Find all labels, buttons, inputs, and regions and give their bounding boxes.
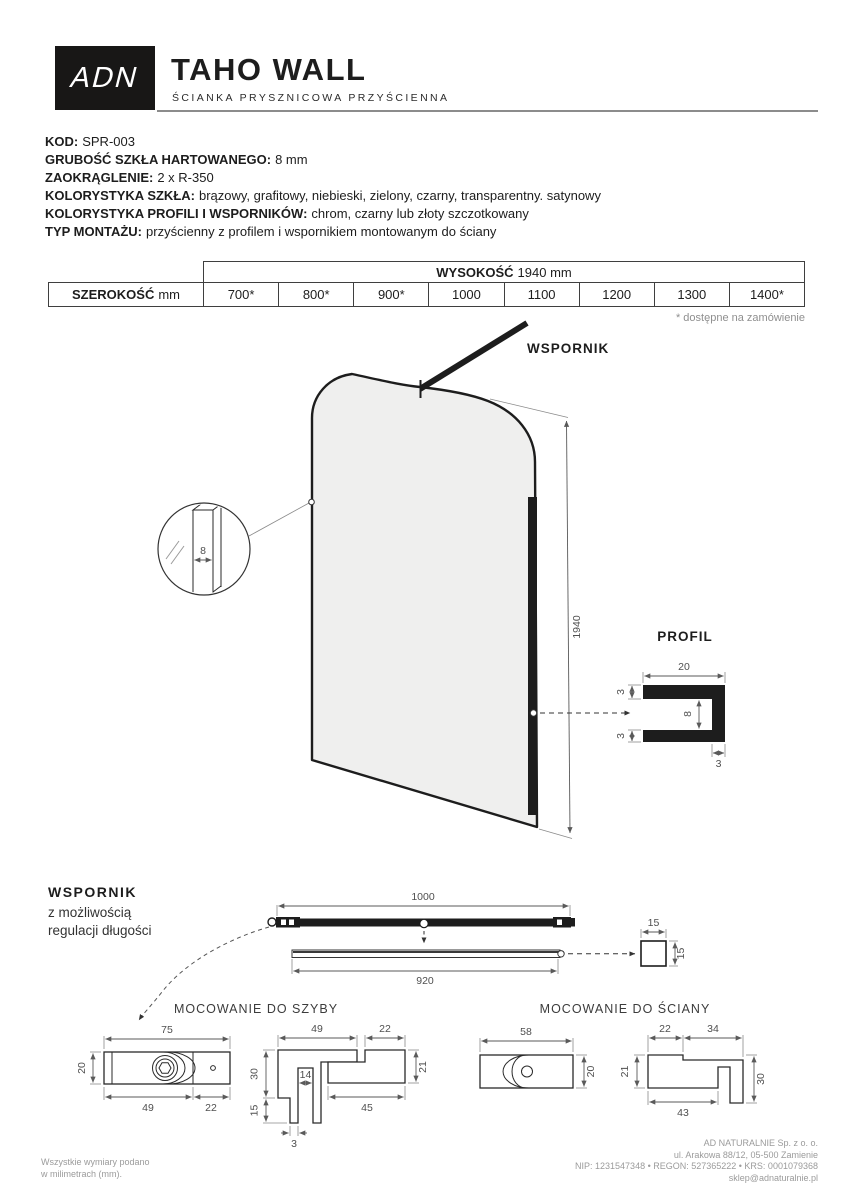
table-footnote: * dostępne na zamówienie	[675, 312, 805, 324]
bracket-section-sub2: regulacji długości	[48, 923, 152, 938]
bracket-section-title: WSPORNIK	[48, 884, 137, 900]
gm-plate-b2-dimension: 22	[205, 1102, 217, 1114]
gm-fork-b-dimension: 45	[361, 1102, 373, 1114]
footer-note: Wszystkie wymiary podano w milimetrach (mm).	[41, 1157, 150, 1179]
gm-fork-r-dimension: 21	[417, 1061, 429, 1073]
width-cell: 1100	[504, 283, 579, 306]
gm-plate-b1-dimension: 49	[142, 1102, 154, 1114]
rod-min-length-dimension: 920	[416, 975, 434, 987]
square-top-dimension: 15	[647, 917, 660, 929]
rod-cross-section	[641, 941, 666, 966]
gm-fork-l1-dimension: 30	[248, 1068, 261, 1080]
gm-fork-gap-dimension: 14	[299, 1069, 312, 1081]
profile-side-dimension: 3	[715, 758, 722, 770]
profile-arm-bottom-dimension: 3	[615, 733, 627, 739]
spec-row-zaokraglenie: ZAOKRĄGLENIE: 2 x R-350	[45, 170, 214, 185]
bracket-rod	[420, 323, 527, 389]
gm-fork-t1-dimension: 49	[311, 1023, 323, 1035]
bracket-label: WSPORNIK	[527, 341, 610, 356]
wm-plate-top-dimension: 58	[520, 1026, 532, 1038]
glass-mount-title: MOCOWANIE DO SZYBY	[173, 1002, 339, 1016]
glass-panel-drawing	[312, 323, 609, 839]
brand-logo-text: ADN	[67, 61, 143, 94]
width-cell: 700*	[203, 283, 278, 306]
profile-title: PROFIL	[657, 629, 713, 644]
width-cell: 1000	[428, 283, 503, 306]
company-ids: NIP: 1231547348 • REGON: 527365222 • KRS: 0001079368	[575, 1161, 818, 1171]
gm-plate-top-dimension: 75	[161, 1024, 173, 1036]
height-dimension: 1940	[571, 615, 583, 639]
profile-gap-dimension: 8	[682, 711, 694, 717]
page-subtitle: ŚCIANKA PRYSZNICOWA PRZYŚCIENNA	[172, 92, 450, 104]
bracket-section	[48, 884, 687, 1020]
size-table-header: WYSOKOŚĆ 1940 mm	[203, 261, 805, 283]
glass-mount-section	[76, 1002, 429, 1150]
spec-row-grubosc: GRUBOŚĆ SZKŁA HARTOWANEGO: 8 mm	[45, 152, 308, 167]
spec-row-kod: KOD: SPR-003	[45, 134, 135, 149]
spec-row-kolor-szkla: KOLORYSTYKA SZKŁA: brązowy, grafitowy, niebieski, zielony, czarny, transparentny. satynowy	[45, 188, 601, 203]
gm-fork-prong-dimension: 3	[291, 1138, 297, 1150]
profile-width-dimension: 20	[678, 661, 690, 673]
profile-arm-top-dimension: 3	[615, 689, 627, 695]
width-cell: 1200	[579, 283, 654, 306]
glass-thickness-dimension: 8	[200, 545, 206, 557]
page-title: TAHO WALL	[171, 52, 367, 87]
bracket-section-sub1: z możliwością	[48, 905, 132, 920]
width-cell: 1400*	[729, 283, 804, 306]
gm-fork-t2-dimension: 22	[379, 1023, 391, 1035]
gm-fork-l2-dimension: 15	[248, 1104, 261, 1117]
square-side-dimension: 15	[675, 947, 687, 960]
wall-mount-title: MOCOWANIE DO ŚCIANY	[539, 1002, 711, 1016]
footer-company-info	[575, 1138, 818, 1184]
wm-step-r-dimension: 30	[755, 1073, 767, 1085]
company-address: ul. Arakowa 88/12, 05-500 Zamienie	[673, 1149, 818, 1160]
rod-max-length-dimension: 1000	[411, 891, 435, 903]
wm-step-l-dimension: 21	[619, 1065, 631, 1078]
size-table-row-label: SZEROKOŚĆ mm	[71, 287, 180, 302]
width-cell: 900*	[353, 283, 428, 306]
wm-step-t2-dimension: 34	[707, 1023, 719, 1035]
gm-plate-left-dimension: 20	[76, 1062, 88, 1074]
wall-mount-section	[480, 1001, 767, 1119]
company-email: sklep@adnaturalnie.pl	[728, 1172, 818, 1183]
spec-row-kolor-profili: KOLORYSTYKA PROFILI I WSPORNIKÓW: chrom, czarny lub złoty szczotkowany	[45, 206, 529, 221]
glass-thickness-detail	[158, 499, 314, 595]
wm-step-t1-dimension: 22	[659, 1023, 671, 1035]
profile-detail	[530, 629, 725, 770]
company-name: AD NATURALNIE Sp. z o. o.	[703, 1138, 818, 1148]
spec-row-typ-montazu: TYP MONTAŻU: przyścienny z profilem i wspornikiem montowanym do ściany	[45, 224, 497, 239]
wm-step-b-dimension: 43	[677, 1107, 689, 1119]
width-cell: 1300	[654, 283, 729, 306]
width-cell: 800*	[278, 283, 353, 306]
wm-plate-right-dimension: 20	[585, 1065, 597, 1078]
wall-profile-strip	[528, 497, 537, 815]
